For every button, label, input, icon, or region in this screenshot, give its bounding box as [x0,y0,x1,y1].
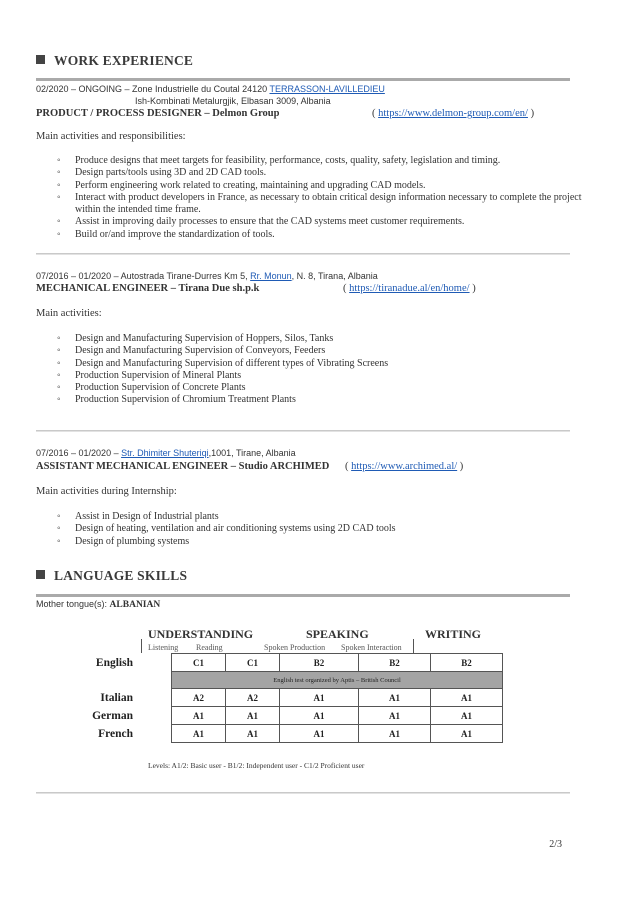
activities-list [36,155,592,241]
mother-tongue-label: Mother tongue(s): [36,599,110,609]
company-url-link[interactable]: https://tiranadue.al/en/home/ [349,283,470,294]
page-number: 2/3 [549,839,562,850]
level-cell: A1 [280,725,359,743]
job-date-address [36,84,385,94]
table-row [36,707,503,725]
header-tick [413,639,414,653]
company-url-link[interactable]: https://www.archimed.al/ [351,461,458,472]
level-cell: A1 [431,707,503,725]
date-address-text: 02/2020 – ONGOING – Zone Industrielle du Coutal 24120 [36,84,270,94]
levels-note: Levels: A1/2: Basic user - B1/2: Independent user - C1/2 Proficient user [148,761,365,770]
address-link[interactable]: Rr. Monun [250,271,292,281]
list-item: ◦ Build or/and improve the standardization of tools. [36,229,592,241]
section-divider [36,792,570,794]
header-understanding: UNDERSTANDING [148,627,254,641]
language-name: French [98,727,133,740]
date-address-text: 07/2016 – 01/2020 – [36,448,122,458]
section-bullet-icon [36,55,45,64]
list-item: ◦ Assist in Design of Industrial plants [36,511,592,523]
list-item: ◦ Perform engineering work related to creating, maintaining and upgrading CAD models. [36,180,592,192]
activities-list [36,511,592,548]
level-cell: A1 [359,707,431,725]
mother-tongue-value: ALBANIAN [109,600,161,610]
list-item: ◦ Production Supervision of Chromium Treatment Plants [36,394,592,406]
paren-open: ( [345,461,352,472]
section-title-text: LANGUAGE SKILLS [54,568,188,583]
list-item: ◦ Produce designs that meet targets for feasibility, performance, costs, quality, safety, legislation and timing. [36,155,592,167]
job-url-line [345,461,463,472]
language-name: English [95,656,133,669]
job-date-address [36,448,296,458]
list-item: ◦ Production Supervision of Mineral Plants [36,370,592,382]
level-cell: B2 [431,654,503,672]
level-cell: A1 [359,725,431,743]
language-name: German [92,709,133,722]
paren-close: ) [457,461,464,472]
level-cell: A1 [359,689,431,707]
table-row [36,689,503,707]
job-position: ASSISTANT MECHANICAL ENGINEER – Studio ARCHIMED [36,461,330,472]
level-cell: C1 [172,654,226,672]
section-title-language-skills [36,568,187,584]
job-address-line2: Ish-Kombinati Metalurgjik, Elbasan 3009, Albania [135,96,331,106]
header-writing: WRITING [425,627,482,641]
level-cell: A1 [226,725,280,743]
level-cell: B2 [359,654,431,672]
activities-heading: Main activities: [36,308,102,319]
header-speaking: SPEAKING [306,627,369,641]
list-item: ◦ Assist in improving daily processes to ensure that the CAD systems meet customer requirements. [36,216,592,228]
subheader-reading: Reading [196,643,223,652]
subheader-listening: Listening [148,643,179,652]
level-cell: A1 [431,725,503,743]
level-cell: A1 [280,689,359,707]
level-cell: A2 [172,689,226,707]
date-address-text: , N. 8, Tirana, Albania [291,271,378,281]
mother-tongue [36,599,160,610]
section-title-work-experience [36,53,193,69]
section-bullet-icon [36,570,45,579]
paren-close: ) [469,283,476,294]
activities-heading: Main activities and responsibilities: [36,131,186,142]
job-url-line [372,108,534,119]
language-table [36,653,503,743]
address-link[interactable]: TERRASSON-LAVILLEDIEU [269,84,385,94]
table-row-note [36,672,503,689]
date-address-text: 07/2016 – 01/2020 – Autostrada Tirane-Durres Km 5, [36,271,251,281]
job-url-line [343,283,476,294]
paren-open: ( [372,108,379,119]
list-item: ◦ Design of plumbing systems [36,536,592,548]
level-cell: A1 [226,707,280,725]
list-item: ◦ Design and Manufacturing Supervision of Conveyors, Feeders [36,345,592,357]
language-name: Italian [100,691,133,704]
paren-open: ( [343,283,350,294]
level-cell: A1 [431,689,503,707]
job-position: PRODUCT / PROCESS DESIGNER – Delmon Group [36,108,280,119]
level-cell: A1 [172,707,226,725]
table-row [36,725,503,743]
address-link[interactable]: Str. Dhimiter Shuteriqi [121,448,209,458]
paren-close: ) [527,108,535,119]
activities-list [36,333,592,407]
job-divider [36,430,570,432]
list-item: ◦ Design and Manufacturing Supervision of different types of Vibrating Screens [36,358,592,370]
section-divider [36,594,570,597]
certificate-note: English test organized by Aptis – British Council [172,672,503,689]
level-cell: A1 [280,707,359,725]
header-tick [141,639,142,653]
section-title-text: WORK EXPERIENCE [54,53,194,68]
list-item: ◦ Design of heating, ventilation and air conditioning systems using 2D CAD tools [36,523,592,535]
level-cell: B2 [280,654,359,672]
company-url-link[interactable]: https://www.delmon-group.com/en/ [378,108,528,119]
section-divider [36,78,570,81]
level-cell: A1 [172,725,226,743]
job-position: MECHANICAL ENGINEER – Tirana Due sh.p.k [36,283,260,294]
job-date-address [36,271,378,281]
table-row [36,654,503,672]
subheader-spoken-production: Spoken Production [264,643,326,652]
list-item: ◦ Design and Manufacturing Supervision of Hoppers, Silos, Tanks [36,333,592,345]
activities-heading: Main activities during Internship: [36,486,177,497]
level-cell: A2 [226,689,280,707]
date-address-text: ,1001, Tirane, Albania [208,448,296,458]
list-item: ◦ Production Supervision of Concrete Plants [36,382,592,394]
list-item: ◦ Design parts/tools using 3D and 2D CAD tools. [36,167,592,179]
list-item: ◦ Interact with product developers in France, as necessary to obtain critical design information necessary to complete the project within the intended time frame. [36,192,592,217]
job-divider [36,253,570,255]
level-cell: C1 [226,654,280,672]
empty-cell [36,672,172,689]
subheader-spoken-interaction: Spoken Interaction [341,643,402,652]
